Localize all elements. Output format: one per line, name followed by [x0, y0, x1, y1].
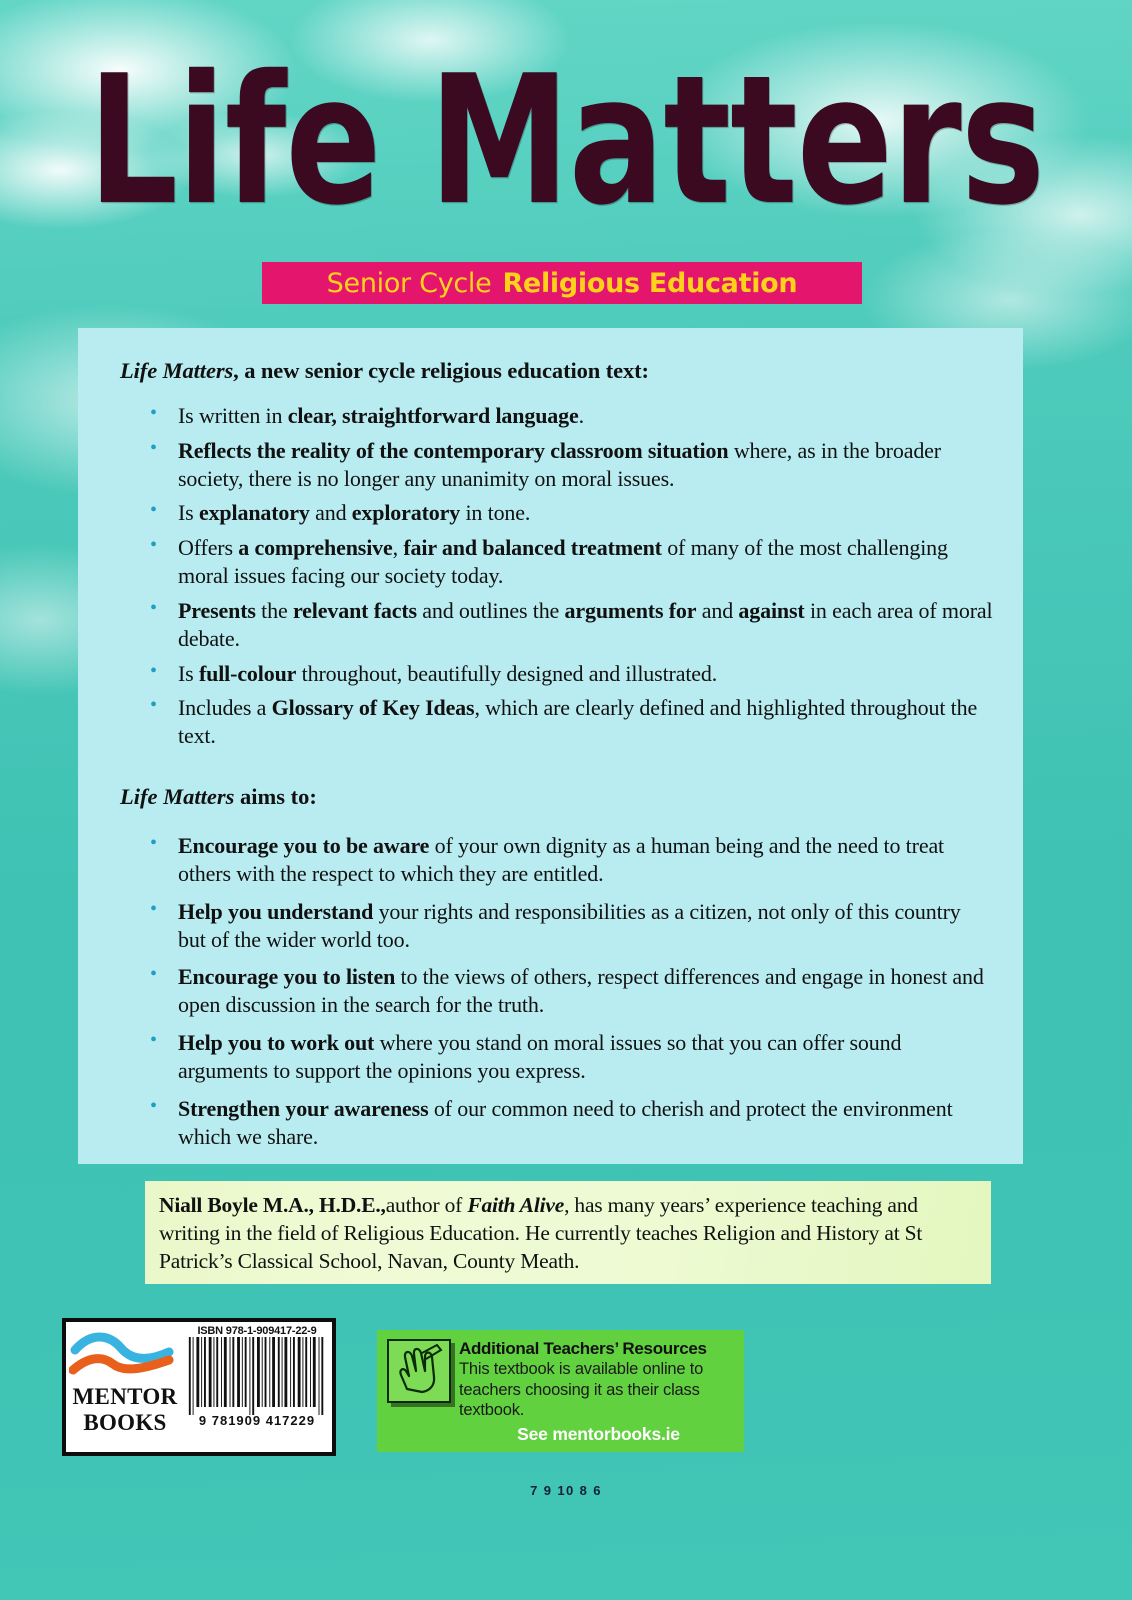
publisher-logo — [66, 1322, 184, 1452]
mentor-swoosh-icon — [69, 1330, 181, 1382]
list-item — [148, 499, 993, 527]
list-item — [148, 898, 993, 954]
list-item — [148, 694, 993, 750]
list-item — [148, 534, 993, 590]
teacher-resources-box — [377, 1330, 744, 1452]
plain-text: Is — [178, 500, 199, 526]
plain-text: , — [392, 535, 404, 561]
emphasis-text: relevant facts — [292, 597, 417, 623]
isbn-label: ISBN 978-1-909417-22-9 — [197, 1325, 317, 1337]
book-title: Life Matters — [87, 37, 1045, 245]
description-panel — [78, 328, 1023, 1164]
plain-text: and outlines the — [416, 597, 565, 623]
publisher-name-line1: MENTOR — [72, 1384, 178, 1409]
emphasis-text: arguments for — [564, 597, 697, 623]
plain-text: where you stand on moral issues so that you can offer sound arguments to support the opinions you express. — [178, 1030, 902, 1083]
emphasis-text: full-colour — [198, 660, 297, 686]
plain-text: Offers — [178, 535, 239, 561]
plain-text: of many of the most challenging moral issues facing our society today. — [178, 535, 948, 589]
barcode-icon — [186, 1337, 328, 1415]
emphasis-text: Encourage you to be aware — [178, 833, 430, 859]
list-item — [148, 437, 993, 493]
author-bio — [145, 1181, 991, 1284]
plain-text: , which are clearly defined and highlighted throughout the text. — [178, 695, 978, 749]
emphasis-text: Glossary of Key Ideas — [271, 695, 475, 721]
pointing-hand-icon — [387, 1339, 451, 1403]
plain-text: where, as in the broader society, there is no longer any unanimity on moral issues. — [178, 437, 941, 491]
plain-text: and — [309, 500, 352, 526]
aims-list — [148, 832, 993, 1150]
barcode-number: 9 781909 417229 — [198, 1413, 316, 1428]
subtitle-subject: Religious Education — [502, 267, 798, 299]
plain-text: in tone. — [460, 500, 531, 526]
hand-glyph — [389, 1341, 449, 1401]
isbn-inner — [66, 1322, 332, 1452]
list-item — [148, 597, 993, 653]
plain-text: of our common need to cherish and protect the environment which we share. — [178, 1095, 953, 1149]
plain-text: Is — [178, 660, 199, 686]
resources-title: Additional Teachers’ Resources — [459, 1339, 707, 1358]
emphasis-text: Encourage you to listen — [178, 964, 396, 990]
plain-text: to the views of others, respect differences and engage in honest and open discussion in the search for the truth. — [178, 964, 984, 1018]
subtitle-level: Senior Cycle — [326, 267, 492, 299]
plain-text: and — [696, 597, 739, 623]
resources-text-area — [459, 1336, 738, 1452]
plain-text: . — [578, 403, 584, 428]
emphasis-text: fair and balanced treatment — [403, 535, 662, 561]
author-rest: , has many years’ experience teaching and writing in the field of Religious Education. He currently teaches Religion and History at St Patrick’s Classical School, Navan, County Meath. — [159, 1193, 923, 1273]
emphasis-text: clear, straightforward language — [287, 403, 579, 428]
features-list — [148, 402, 993, 750]
subtitle-banner — [262, 262, 862, 304]
list-item — [148, 1095, 993, 1151]
author-book-title: Faith Alive — [467, 1193, 565, 1217]
publisher-website[interactable]: www.mentorbooks.ie — [139, 1438, 259, 1450]
emphasis-text: a comprehensive — [238, 535, 393, 561]
emphasis-text: Reflects the reality of the contemporary classroom situation — [178, 437, 729, 463]
list-item — [148, 402, 993, 430]
resources-body: This textbook is available online to teachers choosing it as their class textbook. — [459, 1360, 704, 1419]
print-code: 7 9 10 8 6 — [530, 1483, 602, 1498]
plain-text: Includes a — [178, 695, 272, 721]
aims-rest: aims to: — [234, 784, 317, 810]
emphasis-text: Presents — [178, 597, 256, 623]
list-item — [148, 832, 993, 888]
emphasis-text: against — [738, 597, 805, 623]
emphasis-text: explanatory — [198, 500, 310, 526]
plain-text: throughout, beautifully designed and illustrated. — [296, 660, 718, 686]
plain-text: the — [255, 597, 293, 623]
emphasis-text: Help you to work out — [178, 1030, 375, 1056]
isbn-block — [62, 1318, 336, 1456]
emphasis-text: exploratory — [351, 500, 461, 526]
author-mid: author of — [385, 1193, 468, 1217]
plain-text: in each area of moral debate. — [178, 597, 993, 651]
lead-title-italic: Life Matters — [120, 358, 234, 383]
list-item — [148, 660, 993, 688]
publisher-name-line2: BOOKS — [83, 1410, 167, 1435]
aims-heading — [120, 784, 993, 810]
author-name: Niall Boyle M.A., H.D.E., — [159, 1193, 386, 1217]
lead-rest: , a new senior cycle religious education text: — [233, 358, 649, 383]
plain-text: Is written in — [178, 403, 288, 428]
emphasis-text: Strengthen your awareness — [178, 1095, 429, 1121]
plain-text: of your own dignity as a human being and the need to treat others with the respect to which they are entitled. — [178, 833, 945, 886]
isbn-area — [184, 1322, 332, 1452]
resources-link[interactable]: See mentorbooks.ie — [517, 1424, 680, 1445]
plain-text: your rights and responsibilities as a citizen, not only of this country but of the wider world too. — [178, 898, 961, 952]
aims-title-italic: Life Matters — [120, 784, 235, 810]
emphasis-text: Help you understand — [178, 898, 374, 924]
list-item — [148, 963, 993, 1019]
list-item — [148, 1029, 993, 1085]
lead-paragraph — [120, 358, 993, 384]
